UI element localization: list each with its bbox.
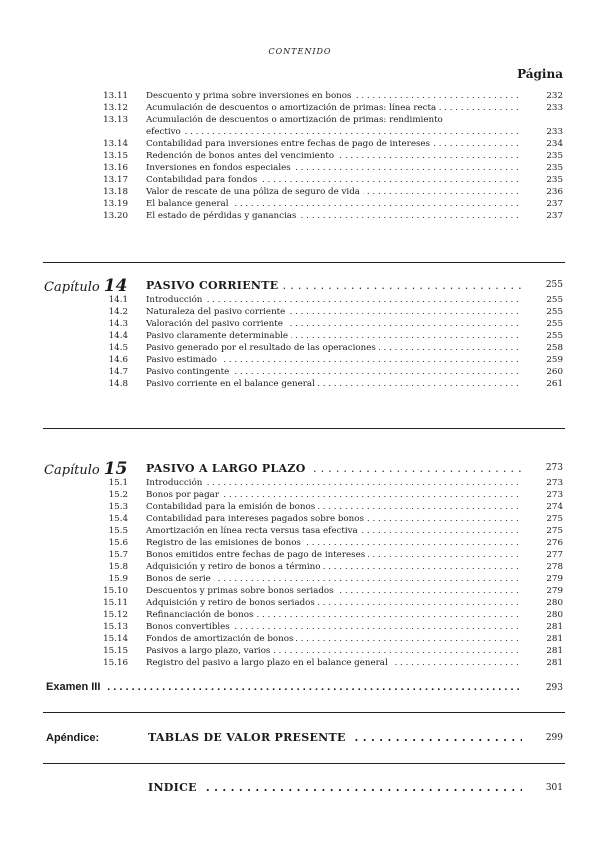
divider xyxy=(43,262,565,263)
entry-page: 237 xyxy=(546,211,563,221)
entry-number: 15.10 xyxy=(103,586,128,596)
chapter-number: 14 xyxy=(103,276,128,296)
entry-title: Descuento y prima sobre inversiones en bonos . . . xyxy=(146,90,522,102)
entry-number: 14.2 xyxy=(108,307,128,317)
entry-number: 14.4 xyxy=(108,331,128,341)
toc-entry xyxy=(0,633,600,645)
toc-entry xyxy=(0,378,600,390)
entry-number: 14.5 xyxy=(108,343,128,353)
toc-entry xyxy=(0,174,600,186)
entry-title: Registro de las emisiones de bonos . . . xyxy=(146,537,522,549)
entry-number: 14.8 xyxy=(108,379,128,389)
entry-title: Contabilidad para fondos . . . xyxy=(146,174,522,186)
entry-page: 258 xyxy=(546,343,563,353)
entry-number: 15.11 xyxy=(103,598,128,608)
entry-number: 15.1 xyxy=(108,478,128,488)
apendice-row xyxy=(0,731,600,747)
toc-entry xyxy=(0,294,600,306)
entry-title: Acumulación de descuentos o amortización de primas: línea recta . . . xyxy=(146,102,522,114)
indice-label: INDICE . . . xyxy=(148,781,522,794)
entry-page: 259 xyxy=(546,355,563,365)
entry-title: Pasivo corriente en el balance general . . . xyxy=(146,378,522,390)
entry-title: Naturaleza del pasivo corriente . . . xyxy=(146,306,522,318)
entry-title: efectivo . . . xyxy=(146,126,522,138)
toc-entry xyxy=(0,138,600,150)
apendice-label: Apéndice: xyxy=(46,732,100,744)
chapter-label: Capítulo 14 xyxy=(44,276,128,296)
toc-entry xyxy=(0,198,600,210)
entry-number: 13.11 xyxy=(103,91,128,101)
entry-number: 14.7 xyxy=(108,367,128,377)
apendice-page: 299 xyxy=(545,733,563,743)
toc-entry xyxy=(0,162,600,174)
entry-title: Introducción . . . xyxy=(146,294,522,306)
chapter-15-entries xyxy=(0,477,600,669)
entry-title: El estado de pérdidas y ganancias . . . xyxy=(146,210,522,222)
chapter-title: PASIVO CORRIENTE . . . xyxy=(146,279,522,292)
toc-entry xyxy=(0,549,600,561)
entry-page: 237 xyxy=(546,199,563,209)
toc-entry xyxy=(0,210,600,222)
entry-page: 281 xyxy=(546,622,563,632)
entry-page: 261 xyxy=(546,379,563,389)
examen-page: 293 xyxy=(545,683,563,693)
entry-page: 234 xyxy=(546,139,563,149)
entry-number: 15.13 xyxy=(103,622,128,632)
entry-number: 13.15 xyxy=(103,151,128,161)
divider xyxy=(43,428,565,429)
entry-page: 255 xyxy=(546,295,563,305)
entry-page: 236 xyxy=(546,187,563,197)
entry-title: Valoración del pasivo corriente . . . xyxy=(146,318,522,330)
entry-page: 235 xyxy=(546,151,563,161)
entry-number: 15.15 xyxy=(103,646,128,656)
entry-page: 281 xyxy=(546,658,563,668)
entry-title: Registro del pasivo a largo plazo en el balance general . . . xyxy=(146,657,522,669)
entry-title: Redención de bonos antes del vencimiento . . . xyxy=(146,150,522,162)
indice-page: 301 xyxy=(545,783,563,793)
entry-page: 280 xyxy=(546,598,563,608)
chapter-14-heading xyxy=(0,272,600,294)
toc-entry xyxy=(0,102,600,114)
entry-title: Bonos por pagar . . . xyxy=(146,489,522,501)
divider xyxy=(43,712,565,713)
entry-number: 15.8 xyxy=(108,562,128,572)
entry-page: 232 xyxy=(546,91,563,101)
entry-title: Pasivos a largo plazo, varios . . . xyxy=(146,645,522,657)
entry-page: 281 xyxy=(546,646,563,656)
entry-number: 13.20 xyxy=(103,211,128,221)
entry-page: 278 xyxy=(546,562,563,572)
entry-page: 274 xyxy=(546,502,563,512)
entry-title: Pasivo estimado . . . xyxy=(146,354,522,366)
entry-number: 15.5 xyxy=(108,526,128,536)
entry-page: 255 xyxy=(546,331,563,341)
entry-number: 13.12 xyxy=(103,103,128,113)
chapter-label: Capítulo 15 xyxy=(44,459,128,479)
entry-number: 15.9 xyxy=(108,574,128,584)
entry-page: 281 xyxy=(546,634,563,644)
entry-number: 15.4 xyxy=(108,514,128,524)
entry-number: 15.3 xyxy=(108,502,128,512)
chapter-title: PASIVO A LARGO PLAZO . . . xyxy=(146,462,522,475)
entry-page: 279 xyxy=(546,586,563,596)
entry-title: Bonos de serie . . . xyxy=(146,573,522,585)
toc-entry xyxy=(0,621,600,633)
entry-number: 13.19 xyxy=(103,199,128,209)
entry-page: 273 xyxy=(546,478,563,488)
entry-number: 15.2 xyxy=(108,490,128,500)
entry-page: 233 xyxy=(546,127,563,137)
entry-number: 15.6 xyxy=(108,538,128,548)
entry-title: Refinanciación de bonos . . . xyxy=(146,609,522,621)
entry-number: 15.16 xyxy=(103,658,128,668)
toc-entry xyxy=(0,186,600,198)
toc-entry xyxy=(0,306,600,318)
toc-entry xyxy=(0,318,600,330)
entry-title: Bonos convertibles . . . xyxy=(146,621,522,633)
entry-title: Contabilidad para intereses pagados sobre bonos . . . xyxy=(146,513,522,525)
toc-entry xyxy=(0,354,600,366)
toc-entry xyxy=(0,597,600,609)
toc-entry xyxy=(0,342,600,354)
entry-title: Introducción . . . xyxy=(146,477,522,489)
entry-page: 235 xyxy=(546,175,563,185)
entry-number: 15.12 xyxy=(103,610,128,620)
section-13-entries xyxy=(0,90,600,222)
entry-page: 235 xyxy=(546,163,563,173)
toc-entry xyxy=(0,150,600,162)
entry-page: 275 xyxy=(546,526,563,536)
divider xyxy=(43,763,565,764)
entry-number: 13.18 xyxy=(103,187,128,197)
apendice-title: TABLAS DE VALOR PRESENTE . . . xyxy=(148,731,522,744)
entry-number: 13.16 xyxy=(103,163,128,173)
chapter-page: 255 xyxy=(545,280,563,290)
entry-page: 280 xyxy=(546,610,563,620)
entry-page: 255 xyxy=(546,319,563,329)
chapter-14-entries xyxy=(0,294,600,390)
toc-entry xyxy=(0,477,600,489)
entry-page: 260 xyxy=(546,367,563,377)
entry-page: 233 xyxy=(546,103,563,113)
toc-entry xyxy=(0,330,600,342)
entry-title: Bonos emitidos entre fechas de pago de intereses . . . xyxy=(146,549,522,561)
toc-entry xyxy=(0,645,600,657)
entry-page: 277 xyxy=(546,550,563,560)
toc-entry xyxy=(0,573,600,585)
entry-title: Adquisición y retiro de bonos a término . . . xyxy=(146,561,522,573)
entry-title: Pasivo claramente determinable . . . xyxy=(146,330,522,342)
examen-row xyxy=(0,681,600,697)
running-head: CONTENIDO xyxy=(268,47,332,56)
toc-entry xyxy=(0,366,600,378)
entry-title: Contabilidad para la emisión de bonos . . . xyxy=(146,501,522,513)
entry-title: Contabilidad para inversiones entre fechas de pago de intereses . . . xyxy=(146,138,522,150)
chapter-number: 15 xyxy=(103,459,128,479)
entry-title: Pasivo generado por el resultado de las operaciones . . . xyxy=(146,342,522,354)
toc-entry xyxy=(0,513,600,525)
entry-number: 14.6 xyxy=(108,355,128,365)
toc-entry xyxy=(0,126,600,138)
entry-page: 276 xyxy=(546,538,563,548)
entry-number: 14.1 xyxy=(108,295,128,305)
pagina-column-label: Página xyxy=(517,67,563,81)
toc-entry xyxy=(0,609,600,621)
entry-title: El balance general . . . xyxy=(146,198,522,210)
toc-entry xyxy=(0,501,600,513)
entry-title: Fondos de amortización de bonos . . . xyxy=(146,633,522,645)
toc-entry xyxy=(0,537,600,549)
entry-number: 14.3 xyxy=(108,319,128,329)
entry-number: 13.13 xyxy=(103,115,128,125)
entry-page: 279 xyxy=(546,574,563,584)
examen-label: Examen III . . . xyxy=(46,681,522,693)
entry-title: Descuentos y primas sobre bonos seriados . . . xyxy=(146,585,522,597)
toc-entry xyxy=(0,90,600,102)
entry-title: Adquisición y retiro de bonos seriados . . . xyxy=(146,597,522,609)
entry-number: 13.17 xyxy=(103,175,128,185)
chapter-page: 273 xyxy=(545,463,563,473)
entry-title: Amortización en línea recta versus tasa efectiva . . . xyxy=(146,525,522,537)
entry-page: 275 xyxy=(546,514,563,524)
entry-title: Pasivo contingente . . . xyxy=(146,366,522,378)
chapter-15-heading xyxy=(0,455,600,477)
toc-entry xyxy=(0,525,600,537)
entry-page: 255 xyxy=(546,307,563,317)
entry-title: Acumulación de descuentos o amortización de primas: rendimiento xyxy=(146,114,522,126)
entry-number: 13.14 xyxy=(103,139,128,149)
entry-number: 15.7 xyxy=(108,550,128,560)
entry-number: 15.14 xyxy=(103,634,128,644)
indice-row xyxy=(0,781,600,797)
toc-entry xyxy=(0,657,600,669)
entry-title: Valor de rescate de una póliza de seguro de vida . . . xyxy=(146,186,522,198)
toc-entry xyxy=(0,489,600,501)
entry-title: Inversiones en fondos especiales . . . xyxy=(146,162,522,174)
toc-entry xyxy=(0,585,600,597)
toc-entry xyxy=(0,561,600,573)
toc-entry xyxy=(0,114,600,126)
entry-page: 273 xyxy=(546,490,563,500)
